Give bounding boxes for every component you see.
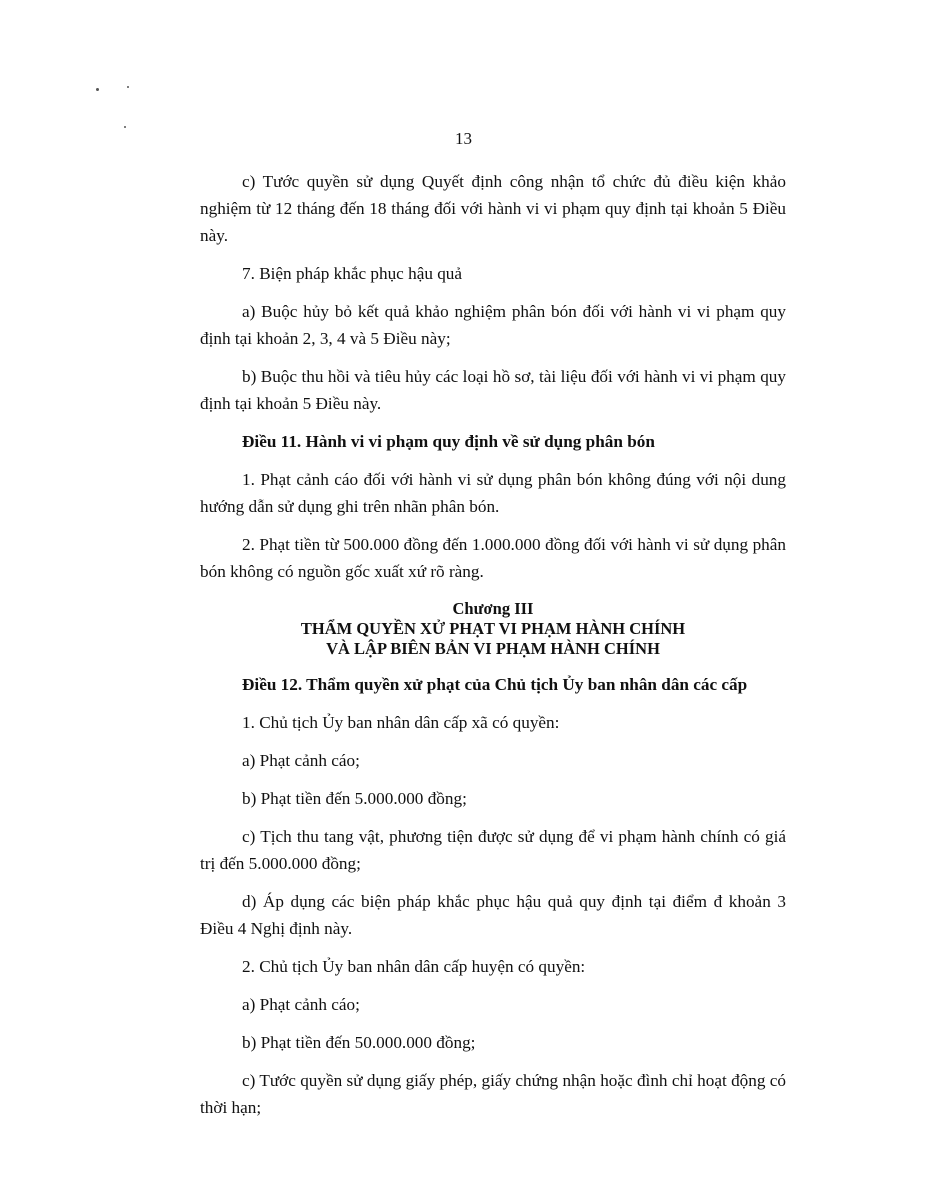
scan-speck: [127, 86, 129, 88]
scan-speck: [124, 126, 126, 128]
paragraph: 1. Chủ tịch Ủy ban nhân dân cấp xã có quyền:: [242, 713, 560, 732]
document-body: [200, 168, 786, 1132]
page-number: 13: [455, 129, 472, 148]
paragraph: b) Phạt tiền đến 5.000.000 đồng;: [242, 789, 467, 808]
paragraph: c) Tước quyền sử dụng Quyết định công nhận tổ chức đủ điều kiện khảo nghiệm từ 12 tháng đến 18 tháng đối với hành vi vi phạm quy định tại khoản 5 Điều này.: [200, 172, 786, 245]
chapter-heading: [200, 599, 786, 659]
chapter-number: Chương III: [452, 599, 534, 618]
paragraph: a) Phạt cảnh cáo;: [242, 751, 360, 770]
paragraph: a) Buộc hủy bỏ kết quả khảo nghiệm phân bón đối với hành vi vi phạm quy định tại khoản 2, 3, 4 và 5 Điều này;: [200, 302, 786, 348]
chapter-title-line: VÀ LẬP BIÊN BẢN VI PHẠM HÀNH CHÍNH: [326, 639, 660, 658]
paragraph: 7. Biện pháp khắc phục hậu quả: [242, 264, 463, 283]
paragraph: 2. Phạt tiền từ 500.000 đồng đến 1.000.000 đồng đối với hành vi sử dụng phân bón không có nguồn gốc xuất xứ rõ ràng.: [200, 535, 786, 581]
paragraph: b) Buộc thu hồi và tiêu hủy các loại hồ sơ, tài liệu đối với hành vi vi phạm quy định tại khoản 5 Điều này.: [200, 367, 786, 413]
article-heading: Điều 11. Hành vi vi phạm quy định về sử dụng phân bón: [242, 432, 655, 451]
paragraph: c) Tước quyền sử dụng giấy phép, giấy chứng nhận hoặc đình chỉ hoạt động có thời hạn;: [200, 1071, 786, 1117]
scan-speck: [96, 88, 99, 91]
paragraph: a) Phạt cảnh cáo;: [242, 995, 360, 1014]
chapter-title-line: THẨM QUYỀN XỬ PHẠT VI PHẠM HÀNH CHÍNH: [300, 619, 686, 638]
article-heading: Điều 12. Thẩm quyền xử phạt của Chủ tịch Ủy ban nhân dân các cấp: [242, 675, 748, 694]
paragraph: 2. Chủ tịch Ủy ban nhân dân cấp huyện có quyền:: [242, 957, 586, 976]
paragraph: c) Tịch thu tang vật, phương tiện được sử dụng để vi phạm hành chính có giá trị đến 5.000.000 đồng;: [200, 827, 786, 873]
paragraph: d) Áp dụng các biện pháp khắc phục hậu quả quy định tại điểm đ khoản 3 Điều 4 Nghị định này.: [200, 892, 786, 938]
paragraph: b) Phạt tiền đến 50.000.000 đồng;: [242, 1033, 476, 1052]
paragraph: 1. Phạt cảnh cáo đối với hành vi sử dụng phân bón không đúng với nội dung hướng dẫn sử dụng ghi trên nhãn phân bón.: [200, 470, 786, 516]
